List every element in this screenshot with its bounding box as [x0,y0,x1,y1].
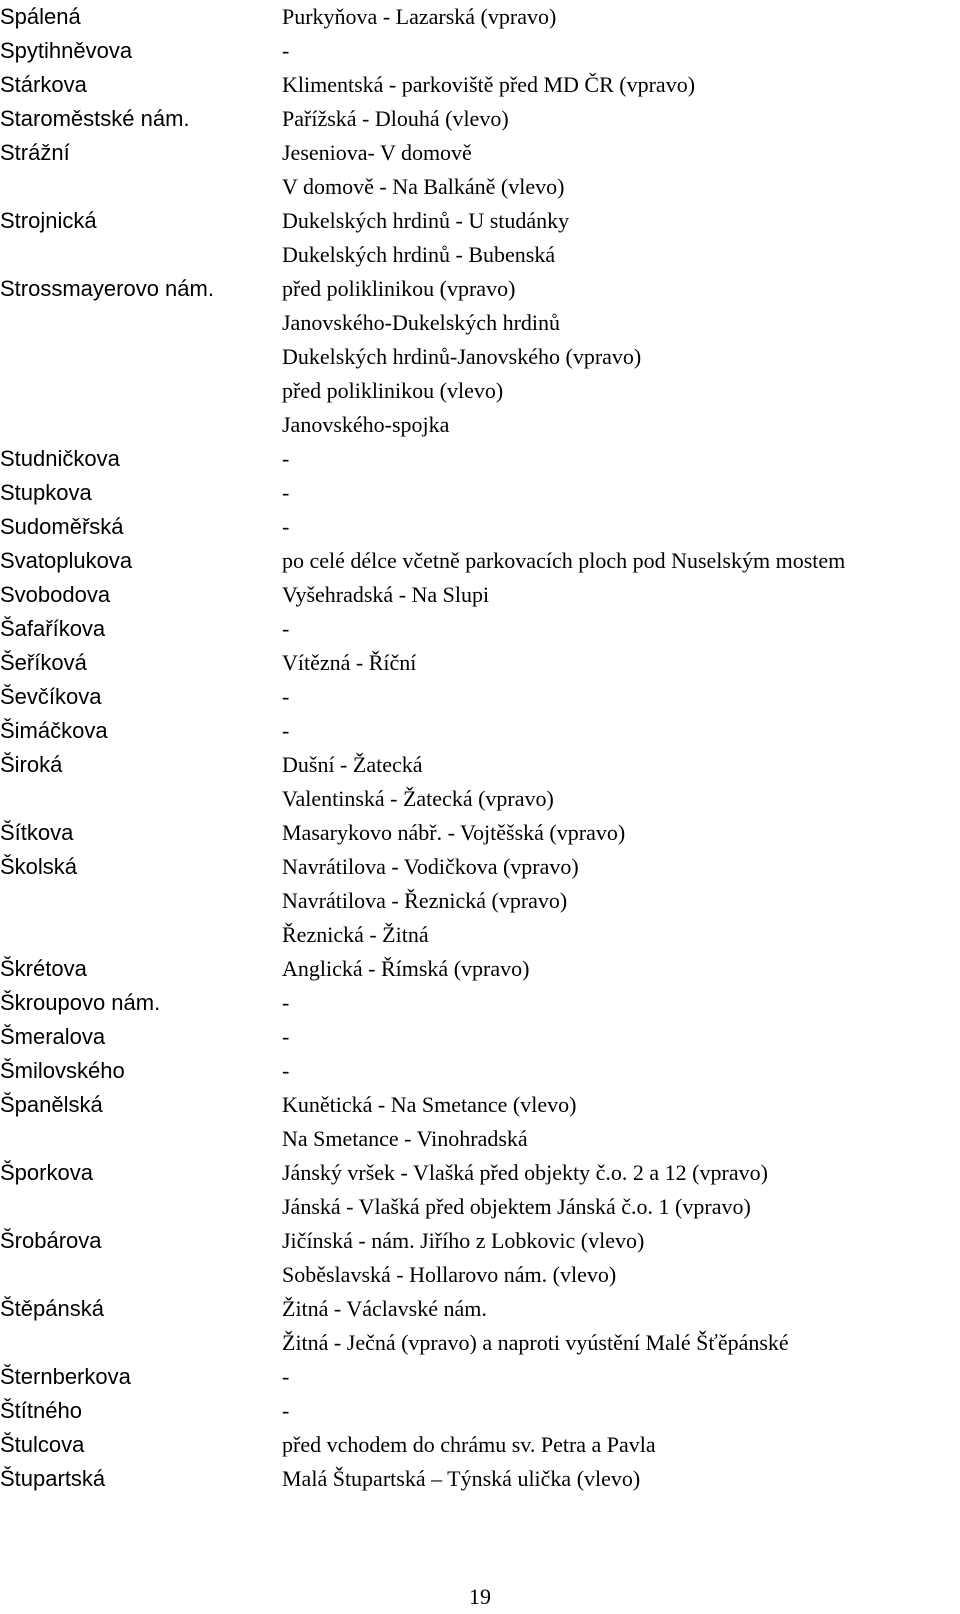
table-row [0,816,960,850]
table-row [0,850,960,884]
table-row [0,102,960,136]
street-segment: - [282,514,290,539]
street-segment: Dušní - Žatecká [282,752,423,777]
street-name: Ševčíkova [0,684,102,709]
table-row [0,714,960,748]
table-row [0,238,960,272]
street-name: Šmilovského [0,1058,125,1083]
table-row [0,1326,960,1360]
street-segment: Masarykovo nábř. - Vojtěšská (vpravo) [282,820,626,845]
table-row [0,170,960,204]
street-segment: - [282,1364,290,1389]
table-row [0,986,960,1020]
table-row [0,1360,960,1394]
table-row [0,646,960,680]
street-name: Šítkova [0,820,74,845]
table-row [0,374,960,408]
table-row [0,578,960,612]
street-name: Školská [0,854,78,879]
street-segment: Navrátilova - Vodičkova (vpravo) [282,854,579,879]
street-name: Šternberkova [0,1364,131,1389]
street-segment: - [282,1398,290,1423]
table-row [0,1054,960,1088]
street-name: Štupartská [0,1466,106,1491]
table-row [0,0,960,34]
street-segment: Jičínská - nám. Jiřího z Lobkovic (vlevo) [282,1228,645,1253]
table-row [0,204,960,238]
street-name: Šmeralova [0,1024,106,1049]
street-segment: Dukelských hrdinů - U studánky [282,208,570,233]
table-row [0,510,960,544]
table-row [0,1122,960,1156]
street-segment: Anglická - Římská (vpravo) [282,956,530,981]
table-row [0,340,960,374]
street-name: Štěpánská [0,1296,104,1321]
street-name: Šimáčkova [0,718,108,743]
street-name: Spálená [0,4,81,29]
table-row [0,680,960,714]
table-row [0,306,960,340]
street-segment: - [282,480,290,505]
street-segment: Na Smetance - Vinohradská [282,1126,528,1151]
street-segment: Janovského-Dukelských hrdinů [282,310,561,335]
table-row [0,408,960,442]
street-segment: - [282,684,290,709]
table-row [0,1224,960,1258]
street-segment: - [282,718,290,743]
street-name: Škrétova [0,956,87,981]
street-segment: Žitná - Ječná (vpravo) a naproti vyústění Malé Šťěpánské [282,1330,789,1355]
street-name: Sudoměřská [0,514,124,539]
table-row [0,68,960,102]
street-segment: - [282,1058,290,1083]
street-segment: Pařížská - Dlouhá (vlevo) [282,106,509,131]
street-segment: Navrátilova - Řeznická (vpravo) [282,888,568,913]
street-name: Strossmayerovo nám. [0,276,214,301]
street-segment: - [282,38,290,63]
table-row [0,1258,960,1292]
table-row [0,1088,960,1122]
table-row [0,952,960,986]
street-name: Strojnická [0,208,97,233]
street-name: Staroměstské nám. [0,106,190,131]
table-row [0,884,960,918]
street-name: Svobodova [0,582,111,607]
table-row [0,612,960,646]
street-segment: Purkyňova - Lazarská (vpravo) [282,4,557,29]
street-segment: Klimentská - parkoviště před MD ČR (vpravo) [282,72,696,97]
street-segment: V domově - Na Balkáně (vlevo) [282,174,565,199]
table-row [0,476,960,510]
street-name: Španělská [0,1092,103,1117]
street-segment: Malá Štupartská – Týnská ulička (vlevo) [282,1466,641,1491]
street-segment: Žitná - Václavské nám. [282,1296,487,1321]
street-segment: po celé délce včetně parkovacích ploch pod Nuselským mostem [282,548,846,573]
table-row [0,1190,960,1224]
table-row [0,136,960,170]
street-name: Široká [0,752,63,777]
street-segment: před vchodem do chrámu sv. Petra a Pavla [282,1432,656,1457]
street-name: Stárkova [0,72,87,97]
street-segment: Jánská - Vlašká před objektem Jánská č.o. 1 (vpravo) [282,1194,751,1219]
street-name: Stupkova [0,480,92,505]
street-segment: Janovského-spojka [282,412,450,437]
table-row [0,1020,960,1054]
street-segment: Jeseniova- V domově [282,140,472,165]
street-name: Svatoplukova [0,548,133,573]
page-number: 19 [469,1584,491,1609]
street-name: Studničkova [0,446,120,471]
street-name: Škroupovo nám. [0,990,161,1015]
street-segment: Valentinská - Žatecká (vpravo) [282,786,554,811]
table-row [0,918,960,952]
table-row [0,34,960,68]
street-segment: Jánský vršek - Vlašká před objekty č.o. 2 a 12 (vpravo) [282,1160,768,1185]
street-segment: před poliklinikou (vpravo) [282,276,516,301]
street-segment: - [282,616,290,641]
table-row [0,442,960,476]
table-row [0,544,960,578]
street-segment: Dukelských hrdinů-Janovského (vpravo) [282,344,642,369]
street-segment: - [282,990,290,1015]
street-name: Spytihněvova [0,38,133,63]
street-segment: Řeznická - Žitná [282,922,429,947]
street-name: Šafaříkova [0,616,106,641]
street-name: Strážní [0,140,70,165]
table-row [0,782,960,816]
table-row [0,1292,960,1326]
street-segment: Vítězná - Říční [282,650,417,675]
table-row [0,1462,960,1496]
street-segment: - [282,446,290,471]
street-name: Šeříková [0,650,87,675]
street-segment: Dukelských hrdinů - Bubenská [282,242,556,267]
street-name: Štulcova [0,1432,85,1457]
street-name: Štítného [0,1398,82,1423]
street-name: Šporkova [0,1160,93,1185]
table-row [0,1156,960,1190]
table-row [0,1428,960,1462]
table-row [0,1394,960,1428]
street-segment: Soběslavská - Hollarovo nám. (vlevo) [282,1262,617,1287]
street-segment: Kunětická - Na Smetance (vlevo) [282,1092,577,1117]
table-row [0,272,960,306]
street-segment: Vyšehradská - Na Slupi [282,582,490,607]
street-name: Šrobárova [0,1228,102,1253]
street-segment: před poliklinikou (vlevo) [282,378,504,403]
table-row [0,748,960,782]
street-segment: - [282,1024,290,1049]
